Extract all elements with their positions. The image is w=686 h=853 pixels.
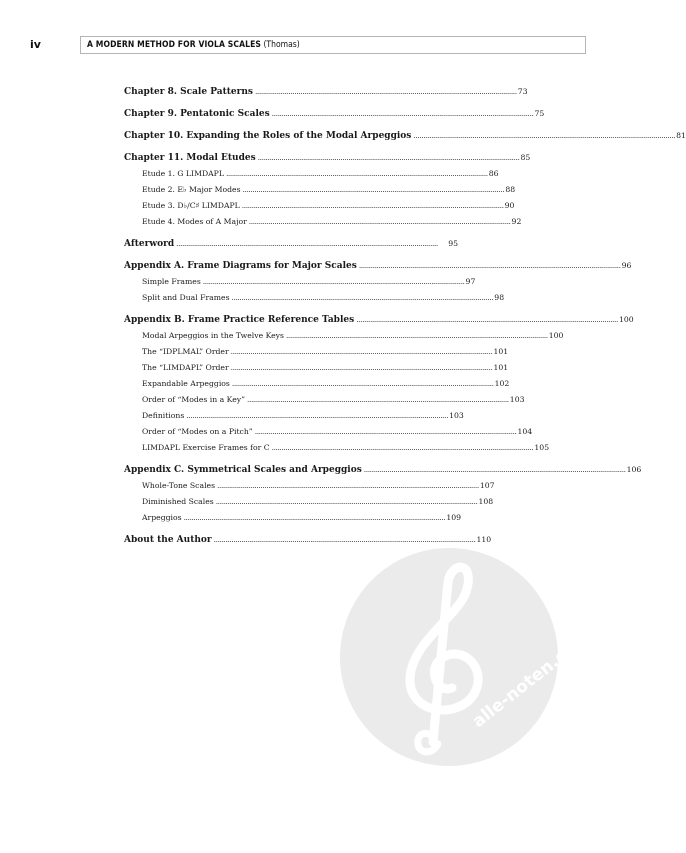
toc-page-number: 85 (520, 153, 531, 162)
header-title-box (80, 36, 586, 54)
toc-subentry[interactable] (124, 290, 505, 306)
toc-entry-title: LIMDAPL Exercise Frames for C (142, 443, 270, 452)
dot-leader (359, 258, 620, 274)
toc-subentry[interactable] (124, 198, 515, 214)
toc-page-number: 90 (504, 201, 515, 210)
dot-leader (231, 360, 492, 376)
toc-page-number: 106 (626, 465, 642, 474)
dot-leader (247, 392, 508, 408)
dot-leader (176, 236, 446, 252)
table-of-contents (124, 84, 686, 548)
toc-page-number: 102 (494, 379, 510, 388)
dot-leader (249, 214, 510, 230)
toc-page-number: 101 (493, 347, 509, 356)
toc-entry-title: Expandable Arpeggios (142, 379, 230, 388)
toc-page-number: 108 (478, 497, 494, 506)
toc-entry-title: Modal Arpeggios in the Twelve Keys (142, 331, 284, 340)
toc-page-number: 110 (476, 535, 492, 544)
toc-page-number: 92 (511, 217, 522, 226)
toc-entry-title: Split and Dual Frames (142, 293, 230, 302)
toc-page-number: 104 (517, 427, 533, 436)
dot-leader (216, 494, 477, 510)
toc-entry-title: Appendix C. Symmetrical Scales and Arpeggios (124, 465, 362, 475)
toc-entry[interactable] (124, 106, 545, 122)
dot-leader (255, 84, 516, 100)
toc-page-number: 96 (621, 261, 632, 270)
toc-subentry[interactable] (124, 344, 509, 360)
dot-leader (184, 510, 445, 526)
toc-entry-title: Etude 1. G LIMDAPL (142, 169, 224, 178)
toc-entry-title: About the Author (124, 535, 212, 545)
toc-entry-title: Order of “Modes in a Key” (142, 395, 246, 404)
book-author: (Thomas) (263, 40, 300, 50)
dot-leader (255, 424, 516, 440)
toc-entry-title: Afterword (124, 239, 175, 249)
toc-entry[interactable] (124, 84, 528, 100)
toc-subentry[interactable] (124, 214, 522, 230)
toc-entry-title: Whole-Tone Scales (142, 481, 216, 490)
dot-leader (232, 376, 493, 392)
watermark-text: alle-noten.de (468, 637, 582, 732)
toc-entry-title: Chapter 8. Scale Patterns (124, 87, 253, 97)
dot-leader (231, 344, 492, 360)
book-title (87, 40, 300, 50)
toc-subentry[interactable] (124, 424, 533, 440)
toc-subentry[interactable] (124, 360, 509, 376)
toc-entry-title: The “IDPLMAL” Order (142, 347, 229, 356)
dot-leader (243, 182, 504, 198)
page-number: iv (30, 38, 41, 51)
toc-subentry[interactable] (124, 478, 495, 494)
toc-subentry[interactable] (124, 494, 494, 510)
toc-subentry[interactable] (124, 440, 550, 456)
dot-leader (272, 440, 533, 456)
toc-entry-title: Chapter 10. Expanding the Roles of the Modal Arpeggios (124, 131, 412, 141)
toc-entry-title: Diminished Scales (142, 497, 214, 506)
toc-page-number: 103 (509, 395, 525, 404)
toc-subentry[interactable] (124, 510, 462, 526)
toc-page-number: 98 (494, 293, 505, 302)
toc-entry[interactable] (124, 128, 686, 144)
toc-entry-title: Definitions (142, 411, 185, 420)
alle-noten-watermark (340, 548, 582, 766)
dot-leader (286, 328, 547, 344)
toc-entry-title: Appendix B. Frame Practice Reference Tables (124, 315, 355, 325)
toc-page-number: 105 (534, 443, 550, 452)
toc-entry[interactable] (124, 236, 458, 252)
dot-leader (364, 462, 625, 478)
toc-page-number: 75 (534, 109, 545, 118)
toc-page-number: 100 (618, 315, 634, 324)
toc-page-number: 107 (479, 481, 495, 490)
toc-entry[interactable] (124, 258, 632, 274)
toc-page-number: 95 (448, 239, 458, 248)
dot-leader (217, 478, 478, 494)
toc-entry[interactable] (124, 150, 531, 166)
toc-entry[interactable] (124, 532, 492, 548)
toc-entry[interactable] (124, 462, 642, 478)
toc-subentry[interactable] (124, 182, 516, 198)
dot-leader (186, 408, 447, 424)
toc-subentry[interactable] (124, 408, 464, 424)
toc-entry-title: The “LIMDAPL” Order (142, 363, 229, 372)
toc-subentry[interactable] (124, 392, 525, 408)
toc-subentry[interactable] (124, 274, 476, 290)
toc-entry-title: Appendix A. Frame Diagrams for Major Scales (124, 261, 357, 271)
toc-subentry[interactable] (124, 328, 564, 344)
dot-leader (203, 274, 464, 290)
dot-leader (258, 150, 519, 166)
toc-entry-title: Arpeggios (142, 513, 182, 522)
toc-entry[interactable] (124, 312, 634, 328)
toc-page-number: 109 (446, 513, 462, 522)
toc-page-number: 97 (465, 277, 476, 286)
toc-page-number: 103 (449, 411, 464, 420)
toc-entry-title: Chapter 9. Pentatonic Scales (124, 109, 270, 119)
toc-page-number: 100 (548, 331, 564, 340)
dot-leader (413, 128, 674, 144)
toc-page-number: 81 (676, 131, 686, 140)
toc-entry-title: Etude 2. E♭ Major Modes (142, 185, 241, 194)
toc-page-number: 86 (488, 169, 499, 178)
toc-entry-title: Etude 4. Modes of A Major (142, 217, 247, 226)
dot-leader (272, 106, 533, 122)
dot-leader (226, 166, 487, 182)
toc-page-number: 88 (505, 185, 516, 194)
running-header (0, 36, 640, 56)
toc-entry-title: Simple Frames (142, 277, 201, 286)
toc-entry-title: Chapter 11. Modal Etudes (124, 153, 256, 163)
dot-leader (356, 312, 617, 328)
toc-subentry[interactable] (124, 376, 510, 392)
book-title-main: A MODERN METHOD FOR VIOLA SCALES (87, 40, 262, 50)
toc-page-number: 101 (493, 363, 509, 372)
dot-leader (232, 290, 493, 306)
dot-leader (242, 198, 503, 214)
toc-entry-title: Order of “Modes on a Pitch” (142, 427, 253, 436)
toc-page-number: 73 (517, 87, 528, 96)
dot-leader (214, 532, 475, 548)
toc-entry-title: Etude 3. D♭/C♯ LIMDAPL (142, 201, 240, 210)
toc-subentry[interactable] (124, 166, 499, 182)
